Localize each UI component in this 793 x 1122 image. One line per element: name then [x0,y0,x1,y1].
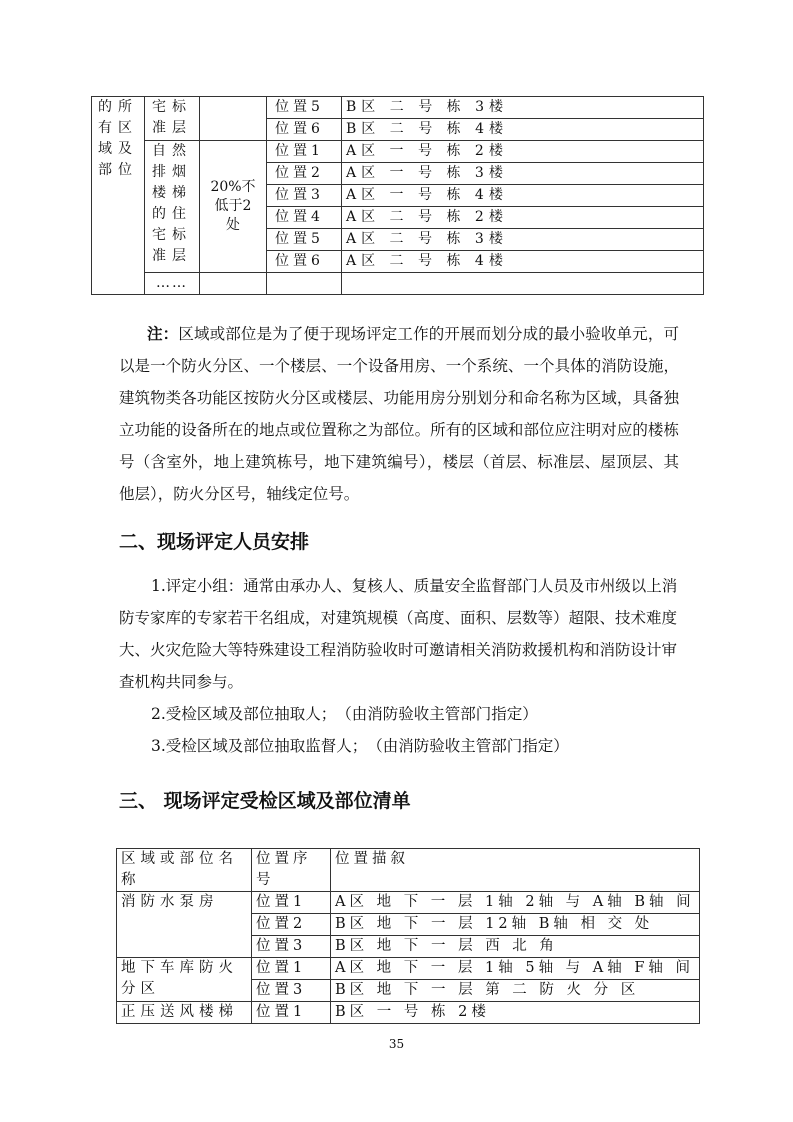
table-cell-position: 位置1 [267,141,342,163]
table-cell-description: A区 一 号 栋 4楼 [342,185,704,207]
ellipsis-cell: …… [145,273,200,295]
table-cell-description: A区 地 下 一 层 1轴 2轴 与 A轴 B轴 间 [331,892,700,914]
table-cell-position: 位置2 [252,914,331,936]
area-name-cell: 消防水泵房 [117,892,252,958]
table-cell-description: A区 一 号 栋 3楼 [342,163,704,185]
page-number: 35 [388,1037,405,1051]
note-text: 区域或部位是为了便于现场评定工作的开展而划分成的最小验收单元，可以是一个防火分区、一个楼层、一个设备用房、一个系统、一个具体的消防设施，建筑物类各功能区按防火分区或楼层、功能用房分别划分和命名称为区域，具备独立功能的设备所在的地点或位置称之为部位。所有的区域和部位应注明对应的楼栋号（含室外，地上建筑栋号，地下建筑编号），楼层（首层、标准层、屋顶层、其他层），防火分区号，轴线定位号。 [119,325,679,503]
table-cell-description: B区 二 号 栋 3楼 [342,97,704,119]
table-cell-position: 位置3 [252,980,331,1002]
section-2-item-1: 1.评定小组：通常由承办人、复核人、质量安全监督部门人员及市州级以上消防专家库的专家若干名组成，对建筑规模（高度、面积、层数等）超限、技术难度大、火灾危险大等特殊建设工程消防验收时可邀请相关消防救援机构和消防设计审查机构共同参与。 [119,577,678,691]
table-cell-position: 位置1 [252,1002,331,1024]
area-position-table-continued [91,96,704,295]
table-cell-position: 位置3 [267,185,342,207]
inspection-area-list-table [116,848,700,1024]
area-name-cell: 地下车库防火分区 [117,958,252,1002]
empty-cell [200,273,267,295]
table-cell-position: 位置1 [252,958,331,980]
table-cell-position: 位置3 [252,936,331,958]
table-cell-description: A区 二 号 栋 4楼 [342,251,704,273]
table-cell-description: A区 二 号 栋 2楼 [342,207,704,229]
empty-cell [342,273,704,295]
requirement-cell-2: 20%不 低于2 处 [200,141,267,273]
table-cell-position: 位置5 [267,97,342,119]
table-cell-description: B区 二 号 栋 4楼 [342,119,704,141]
table-cell-description: B区 地 下 一 层 第 二 防 火 分 区 [331,980,700,1002]
section-2-heading: 二、现场评定人员安排 [119,531,310,553]
table-cell-description: B区 地 下 一 层 12轴 B轴 相 交 处 [331,914,700,936]
table-cell-position: 位置4 [267,207,342,229]
table-cell-description: A区 二 号 栋 3楼 [342,229,704,251]
table-cell-position: 位置6 [267,251,342,273]
note-label: 注： [147,324,179,343]
type-cell-2: 自然 排烟 楼梯 的住 宅标 准层 [145,141,200,273]
table-cell-description: A区 地 下 一 层 1轴 5轴 与 A轴 F轴 间 [331,958,700,980]
type-cell-1: 宅标 准层 [145,97,200,141]
section-2-item-2: 2.受检区域及部位抽取人； （由消防验收主管部门指定） [151,705,538,723]
table-cell-position: 位置1 [252,892,331,914]
table-cell-description: B区 一 号 栋 2楼 [331,1002,700,1024]
table-header: 区域或部位名称 [117,849,252,892]
table-header: 位置描叙 [331,849,700,892]
empty-cell [267,273,342,295]
table-cell-position: 位置6 [267,119,342,141]
area-column-cell: 的所 有区 域及 部位 [92,97,145,295]
table-header: 位置序号 [252,849,331,892]
section-2-item-3: 3.受检区域及部位抽取监督人； （由消防验收主管部门指定） [151,737,569,755]
table-cell-description: A区 一 号 栋 2楼 [342,141,704,163]
section-2-items [119,570,679,762]
section-3-heading: 三、 现场评定受检区域及部位清单 [119,790,411,812]
table-cell-position: 位置2 [267,163,342,185]
table-cell-position: 位置5 [267,229,342,251]
note-paragraph [119,318,679,510]
area-name-cell: 正压送风楼梯 [117,1002,252,1024]
table-cell-description: B区 地 下 一 层 西 北 角 [331,936,700,958]
requirement-cell-1 [200,97,267,141]
